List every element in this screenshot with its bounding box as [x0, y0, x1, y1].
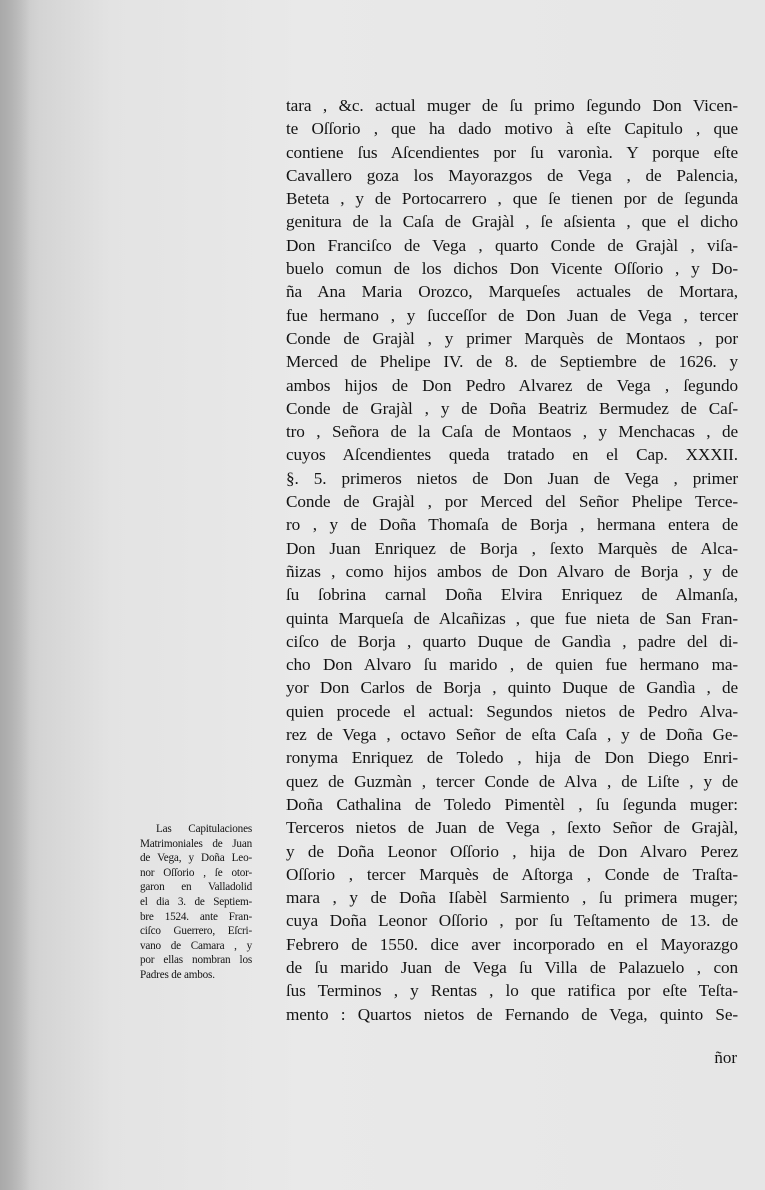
margin-note-line: por ellas nombran los [140, 954, 252, 967]
text-line: mara , y de Doña Iſabèl Sarmiento , ſu primera muger; [286, 888, 738, 908]
page-edge-shadow [0, 0, 30, 1190]
text-line: quien procede el actual: Segundos nietos de Pedro Alva- [286, 701, 738, 721]
text-line: Conde de Grajàl , y primer Marquès de Montaos , por [286, 328, 738, 348]
text-line: ſu ſobrina carnal Doña Elvira Enriquez de Almanſa, [286, 585, 738, 605]
text-line: rez de Vega , octavo Señor de eſta Caſa , y de Doña Ge- [286, 725, 738, 745]
text-line: Doña Cathalina de Toledo Pimentèl , ſu ſegunda muger: [286, 794, 738, 814]
text-line: Beteta , y de Portocarrero , que ſe tienen por de ſegunda [286, 189, 738, 209]
text-line: genitura de la Caſa de Grajàl , ſe aſsienta , que el dicho [286, 212, 738, 232]
text-line: ñizas , como hijos ambos de Don Alvaro de Borja , y de [286, 561, 738, 581]
text-line: ronyma Enriquez de Toledo , hija de Don Diego Enri- [286, 748, 738, 768]
margin-note-line: de Vega, y Doña Leo- [140, 852, 252, 865]
margin-note-line: Matrimoniales de Juan [140, 837, 252, 850]
margin-note-line: garon en Valladolid [140, 881, 252, 894]
text-line: Don Juan Enriquez de Borja , ſexto Marquès de Alca- [286, 538, 738, 558]
text-line: quez de Guzmàn , tercer Conde de Alva , de Liſte , y de [286, 771, 738, 791]
text-line: Terceros nietos de Juan de Vega , ſexto Señor de Grajàl, [286, 818, 738, 838]
margin-note-line: el dia 3. de Septiem- [140, 895, 252, 908]
text-line: Merced de Phelipe IV. de 8. de Septiembre de 1626. y [286, 352, 738, 372]
text-line: Febrero de 1550. dice aver incorporado en el Mayorazgo [286, 934, 738, 954]
margin-note-line: Padres de ambos. [140, 968, 215, 981]
text-line: ſus Terminos , y Rentas , lo que ratifica por eſte Teſta- [286, 981, 738, 1001]
margin-note-line: Las Capitulaciones [156, 823, 252, 835]
text-line: mento : Quartos nietos de Fernando de Vega, quinto Se- [286, 1004, 738, 1024]
text-line: tro , Señora de la Caſa de Montaos , y Menchacas , de [286, 422, 738, 442]
text-line: contiene ſus Aſcendientes por ſu varonìa. Y porque eſte [286, 142, 738, 162]
margin-note-line: vano de Camara , y [140, 939, 252, 952]
text-line: ña Ana Maria Orozco, Marqueſes actuales de Mortara, [286, 282, 738, 302]
text-line: quinta Marqueſa de Alcañizas , que fue nieta de San Fran- [286, 608, 738, 628]
catchword: ñor [714, 1048, 737, 1067]
text-line: ro , y de Doña Thomaſa de Borja , hermana entera de [286, 515, 738, 535]
text-line: §. 5. primeros nietos de Don Juan de Vega , primer [286, 468, 738, 488]
margin-note-line: bre 1524. ante Fran- [140, 910, 252, 923]
margin-note-line: nor Oſſorio , ſe otor- [140, 866, 252, 879]
text-line: Conde de Grajàl , por Merced del Señor Phelipe Terce- [286, 492, 738, 512]
main-text-block [286, 94, 738, 1026]
text-line: y de Doña Leonor Oſſorio , hija de Don Alvaro Perez [286, 841, 738, 861]
text-line: te Oſſorio , que ha dado motivo à eſte Capitulo , que [286, 119, 738, 139]
text-line: Cavallero goza los Mayorazgos de Vega , de Palencia, [286, 165, 738, 185]
text-line: Oſſorio , tercer Marquès de Aſtorga , Conde de Traſta- [286, 864, 738, 884]
text-line: ambos hijos de Don Pedro Alvarez de Vega , ſegundo [286, 375, 738, 395]
margin-note-line: ciſco Guerrero, Eſcri- [140, 925, 252, 938]
margin-note [140, 822, 252, 983]
text-line: cho Don Alvaro ſu marido , de quien fue hermano ma- [286, 655, 738, 675]
text-line: tara , &c. actual muger de ſu primo ſegundo Don Vicen- [286, 96, 738, 115]
text-line: Conde de Grajàl , y de Doña Beatriz Bermudez de Caſ- [286, 398, 738, 418]
text-line: Don Franciſco de Vega , quarto Conde de Grajàl , viſa- [286, 235, 738, 255]
text-line: de ſu marido Juan de Vega ſu Villa de Palazuelo , con [286, 957, 738, 977]
text-line: ciſco de Borja , quarto Duque de Gandìa , padre del di- [286, 631, 738, 651]
text-line: cuyos Aſcendientes queda tratado en el Cap. XXXII. [286, 445, 738, 465]
text-line: fue hermano , y ſucceſſor de Don Juan de Vega , tercer [286, 305, 738, 325]
text-line: cuya Doña Leonor Oſſorio , por ſu Teſtamento de 13. de [286, 911, 738, 931]
text-line: buelo comun de los dichos Don Vicente Oſſorio , y Do- [286, 259, 738, 279]
text-line: yor Don Carlos de Borja , quinto Duque de Gandìa , de [286, 678, 738, 698]
